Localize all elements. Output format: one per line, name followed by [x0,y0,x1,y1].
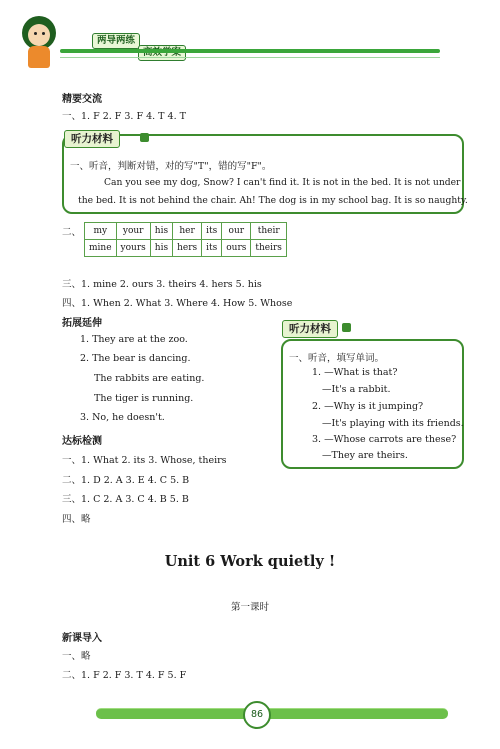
table-cell: its [202,223,222,240]
xinke-1: 一、略 [62,651,91,662]
lesson-title: 第一课时 [230,602,269,613]
tuozhan-2b: The rabbits are eating. [94,373,205,384]
dabiao-4: 四、略 [62,514,91,525]
table-cell: our [222,223,251,240]
listen-badge-icon [140,133,149,142]
question-er-label: 二、 [62,227,82,238]
mascot-face [28,24,50,46]
mascot-body [28,46,50,68]
xinke-2: 二、1. F 2. F 3. T 4. F 5. F [62,670,187,681]
tuozhan-2c: The tiger is running. [94,393,194,404]
header-tag-2 [138,45,186,61]
table-cell: your [116,223,150,240]
section-jingyao: 精要交流 [62,94,102,105]
page-number: 86 [243,701,271,729]
listen2-instruction: 一、听音，填写单词。 [289,353,385,364]
dabiao-1: 一、1. What 2. its 3. Whose, theirs [62,455,227,466]
header-tag-1: 两导两练 [92,33,140,49]
section-dabiao: 达标检测 [62,436,102,447]
listen1-instruction: 一、听音，判断对错，对的写"T"，错的写"F"。 [70,161,272,172]
listen-label-2: 听力材料 [282,320,338,338]
listen-badge-icon [342,323,351,332]
listen2-1b: —It's a rabbit. [322,384,391,395]
header-band-line [60,57,440,58]
unit-title: Unit 6 Work quietly ! [164,553,336,570]
table-cell: their [251,223,287,240]
tuozhan-2: 2. The bear is dancing. [80,353,191,364]
listen-label-1: 听力材料 [64,130,120,148]
table-row [85,223,287,240]
table-cell: ours [222,240,251,257]
table-cell: his [150,223,172,240]
dabiao-2: 二、1. D 2. A 3. E 4. C 5. B [62,475,190,486]
listen1-line1: Can you see my dog, Snow? I can't find it. It is not in the bed. It is not under [104,177,461,188]
listen2-1: 1. —What is that? [312,367,398,378]
table-cell: theirs [251,240,287,257]
header-band [60,49,440,53]
listen2-2b: —It's playing with its friends. [322,418,464,429]
table-cell: her [173,223,202,240]
jingyao-answers: 一、1. F 2. F 3. F 4. T 4. T [62,111,186,122]
mascot-eye [34,32,37,35]
footer-bar [96,708,448,719]
table-cell: its [202,240,222,257]
table-row [85,240,287,257]
mascot-eye [42,32,45,35]
listen1-line2: the bed. It is not behind the chair. Ah! The dog is in my school bag. It is so naughty. [78,195,468,206]
table-cell: his [150,240,172,257]
listen2-3: 3. —Whose carrots are these? [312,434,457,445]
table-cell: yours [116,240,150,257]
listen2-2: 2. —Why is it jumping? [312,401,424,412]
section-tuozhan: 拓展延伸 [62,318,102,329]
tuozhan-1: 1. They are at the zoo. [80,334,188,345]
table-cell: hers [173,240,202,257]
table-cell: my [85,223,117,240]
question-si: 四、1. When 2. What 3. Where 4. How 5. Whose [62,298,293,309]
section-xinke: 新课导入 [62,633,102,644]
listen2-3b: —They are theirs. [322,450,408,461]
tuozhan-3: 3. No, he doesn't. [80,412,165,423]
dabiao-3: 三、1. C 2. A 3. C 4. B 5. B [62,494,189,505]
table-cell: mine [85,240,117,257]
pronoun-table [84,222,287,257]
question-san: 三、1. mine 2. ours 3. theirs 4. hers 5. his [62,279,262,290]
